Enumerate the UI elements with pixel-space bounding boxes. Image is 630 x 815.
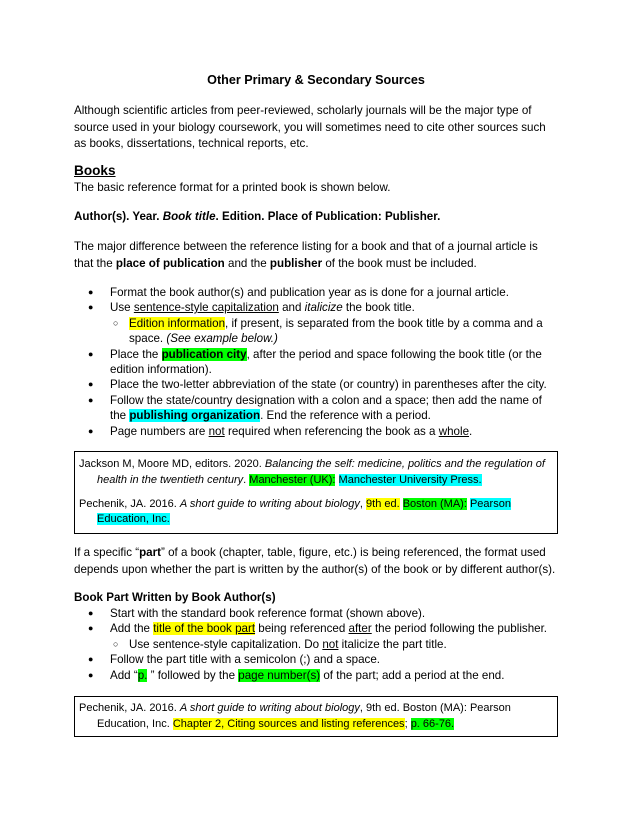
basic-format-text: The basic reference format for a printed book is shown below. xyxy=(74,181,391,194)
book-part-example-box xyxy=(74,696,558,737)
list-item: ● Add “p. ” followed by the page number(s) of the part; add a period at the end. xyxy=(74,668,558,683)
reference-example: Pechenik, JA. 2016. A short guide to writing about biology, 9th ed. Boston (MA): Pearson Education, Inc. Chapter 2, Citing sources and listing references; p. 66-76. xyxy=(79,702,511,730)
intro-paragraph: Although scientific articles from peer-reviewed, scholarly journals will be the major type of source used in your biology coursework, you will sometimes need to cite other sources such as books, dissertations, technical reports, etc. xyxy=(74,104,546,150)
book-examples-box xyxy=(74,451,558,534)
books-heading: Books xyxy=(74,163,116,178)
list-item: ● Add the title of the book part being referenced after the period following the publisher. xyxy=(74,621,558,636)
list-item: ● Format the book author(s) and publication year as is done for a journal article. xyxy=(74,285,558,300)
list-item: ○ Edition information, if present, is separated from the book title by a comma and a space. (See example below.) xyxy=(74,316,558,347)
list-item: ● Use sentence-style capitalization and italicize the book title. xyxy=(74,300,558,315)
list-item: ● Start with the standard book reference format (shown above). xyxy=(74,606,558,621)
page-title: Other Primary & Secondary Sources xyxy=(207,73,425,87)
reference-example: Pechenik, JA. 2016. A short guide to writing about biology, 9th ed. Boston (MA): Pearson Education, Inc. xyxy=(79,497,511,526)
reference-example: Jackson M, Moore MD, editors. 2020. Balancing the self: medicine, politics and the regulation of health in the twentieth century. Manchester (UK): Manchester University Press. xyxy=(79,458,545,486)
book-part-paragraph: If a specific “part” of a book (chapter, table, figure, etc.) is being referenced, the format used depends upon whether the part is written by the author(s) of the book or by different author(s). xyxy=(74,546,556,576)
book-part-rules-list xyxy=(74,606,558,683)
difference-paragraph: The major difference between the reference listing for a book and that of a journal article is that the place of publication and the publisher of the book must be included. xyxy=(74,240,538,270)
list-item: ● Follow the state/country designation with a colon and a space; then add the name of the publishing organization. End the reference with a period. xyxy=(74,393,558,424)
book-rules-list xyxy=(74,285,558,439)
list-item: ● Place the two-letter abbreviation of the state (or country) in parentheses after the city. xyxy=(74,377,558,392)
list-item: ● Place the publication city, after the period and space following the book title (or the edition information). xyxy=(74,347,558,378)
list-item: ● Page numbers are not required when referencing the book as a whole. xyxy=(74,424,558,439)
list-item: ○ Use sentence-style capitalization. Do not italicize the part title. xyxy=(74,637,558,652)
book-format-line: Author(s). Year. Book title. Edition. Place of Publication: Publisher. xyxy=(74,210,441,223)
list-item: ● Follow the part title with a semicolon (;) and a space. xyxy=(74,652,558,667)
book-part-heading: Book Part Written by Book Author(s) xyxy=(74,591,276,604)
